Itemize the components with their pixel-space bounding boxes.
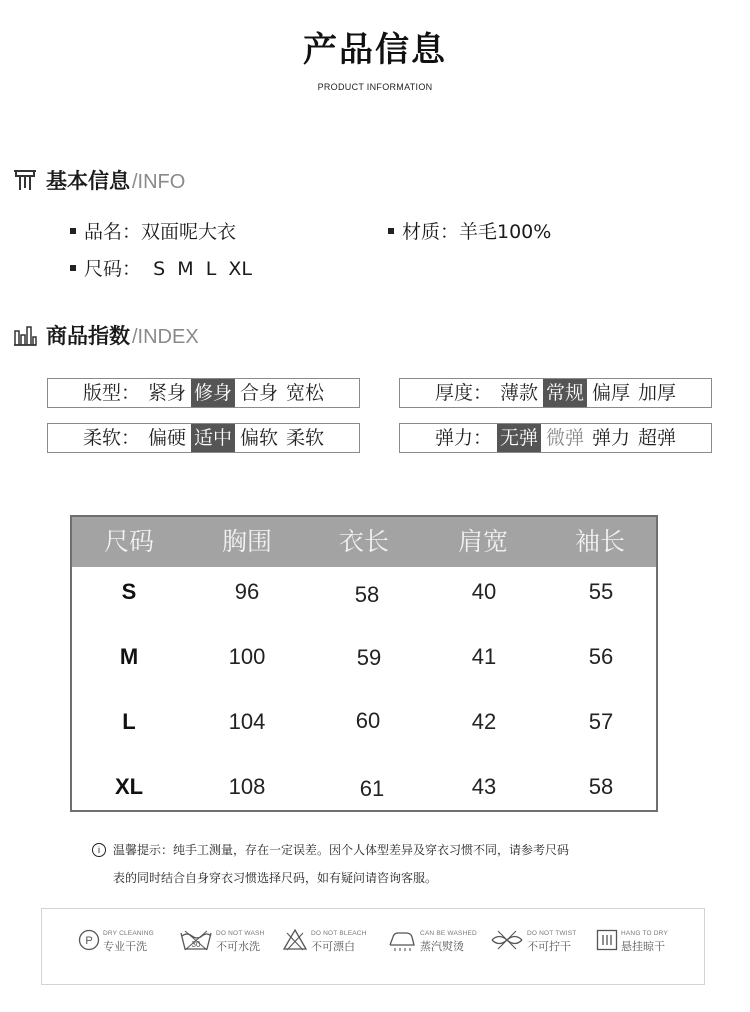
index-option: 柔软	[286, 427, 325, 449]
hang-dry-icon	[596, 929, 618, 951]
table-header-cell: 尺码	[103, 527, 154, 556]
table-cell: 57	[588, 709, 614, 734]
table-cell: 56	[588, 644, 614, 669]
index-heading	[12, 320, 199, 350]
steam-iron-icon	[387, 928, 417, 952]
tip-line-2: 表的同时结合自身穿衣习惯选择尺码，如有疑问请咨询客服。	[113, 871, 438, 885]
care-item-dry-clean	[78, 927, 154, 953]
table-cell: XL	[114, 774, 144, 799]
table-cell: 58	[354, 582, 380, 607]
page-subtitle: PRODUCT INFORMATION	[317, 82, 433, 92]
index-title-en: /INDEX	[132, 326, 199, 348]
index-row-fit	[47, 378, 360, 408]
info-item-size	[70, 254, 252, 281]
care-item-no-wash	[179, 927, 264, 953]
bar-chart-icon	[12, 323, 38, 347]
index-row-elasticity	[399, 423, 712, 453]
index-option: 弹力	[592, 427, 631, 449]
svg-text:30: 30	[191, 940, 201, 949]
no-twist-icon	[490, 928, 524, 952]
index-label: 厚度：	[434, 382, 492, 404]
table-cell: L	[122, 709, 136, 734]
table-header-cell: 衣长	[338, 527, 389, 556]
info-item-text: 材质：羊毛100%	[402, 221, 552, 243]
page-title: 产品信息	[303, 30, 447, 70]
index-option: 微弹	[545, 427, 584, 449]
index-option-selected: 无弹	[497, 424, 541, 452]
table-cell: 42	[471, 709, 497, 734]
index-option-selected: 修身	[191, 379, 235, 407]
table-cell: 60	[355, 708, 381, 733]
info-item-name	[70, 217, 236, 244]
index-title: 商品指数	[46, 324, 130, 348]
table-cell: 61	[359, 776, 385, 801]
svg-text:P: P	[85, 935, 93, 947]
care-item-no-bleach	[282, 927, 367, 953]
table-cell: S	[121, 579, 137, 604]
table-cell: 58	[588, 774, 614, 799]
index-option-selected: 适中	[191, 424, 235, 452]
info-item-text: 品名：双面呢大衣	[84, 221, 237, 243]
bullet-icon	[388, 228, 394, 234]
bullet-icon	[70, 228, 76, 234]
table-header-cell: 肩宽	[457, 527, 508, 556]
table-cell: 100	[228, 644, 266, 669]
size-table-header	[72, 517, 656, 567]
table-cell: 96	[234, 579, 260, 604]
index-row-thickness	[399, 378, 712, 408]
table-cell: 108	[228, 774, 266, 799]
table-header-cell: 胸围	[221, 527, 272, 556]
table-cell: 59	[356, 645, 382, 670]
care-cn-label: 不可拧干	[527, 940, 571, 953]
care-cn-label: 不可水洗	[216, 940, 260, 953]
care-en-label: DO NOT TWIST	[527, 930, 577, 937]
care-cn-label: 不可漂白	[311, 940, 355, 953]
basic-info-title: 基本信息	[46, 169, 130, 193]
index-option: 加厚	[638, 382, 677, 404]
index-option: 合身	[240, 382, 279, 404]
table-header-cell: 袖长	[574, 527, 625, 556]
index-option: 偏硬	[147, 427, 186, 449]
table-cell: 43	[471, 774, 497, 799]
info-icon: i	[92, 843, 106, 857]
index-option: 偏软	[240, 427, 279, 449]
care-en-label: DO NOT BLEACH	[311, 930, 367, 937]
care-en-label: CAN BE WASHED	[420, 930, 477, 937]
no-bleach-icon	[282, 928, 308, 952]
table-cell: M	[119, 644, 139, 669]
basic-info-heading	[12, 165, 185, 195]
info-item-text: 尺码： S M L XL	[84, 258, 252, 280]
care-cn-label: 蒸汽熨烫	[420, 940, 464, 953]
table-cell: 40	[471, 579, 497, 604]
table-cell: 104	[228, 709, 266, 734]
index-label: 弹力：	[434, 427, 492, 449]
info-item-material	[388, 217, 551, 244]
care-en-label: DO NOT WASH	[216, 930, 265, 937]
index-option: 偏厚	[592, 382, 631, 404]
size-table	[70, 515, 658, 812]
care-item-steam-iron	[387, 927, 477, 953]
no-wash-icon	[179, 928, 213, 952]
basic-info-title-en: /INFO	[132, 171, 186, 193]
care-item-no-twist	[490, 927, 576, 953]
index-option: 紧身	[147, 382, 186, 404]
table-cell: 41	[471, 644, 497, 669]
dry-clean-icon	[78, 929, 100, 951]
care-item-hang-dry	[596, 927, 668, 953]
care-en-label: HANG TO DRY	[621, 930, 668, 937]
index-option: 薄款	[499, 382, 538, 404]
index-option: 超弹	[638, 427, 677, 449]
tip-line-1: 温馨提示：纯手工测量，存在一定误差。因个人体型差异及穿衣习惯不同，请参考尺码	[113, 843, 570, 857]
index-label: 版型：	[82, 382, 140, 404]
care-cn-label: 专业干洗	[103, 940, 147, 953]
bullet-icon	[70, 265, 76, 271]
index-row-softness	[47, 423, 360, 453]
care-instructions	[41, 908, 705, 985]
table-cell: 55	[588, 579, 614, 604]
index-label: 柔软：	[82, 427, 140, 449]
care-cn-label: 悬挂晾干	[621, 940, 665, 953]
index-option-selected: 常规	[543, 379, 587, 407]
index-option: 宽松	[286, 382, 325, 404]
care-en-label: DRY CLEANING	[103, 930, 154, 937]
hanger-icon	[12, 168, 38, 192]
